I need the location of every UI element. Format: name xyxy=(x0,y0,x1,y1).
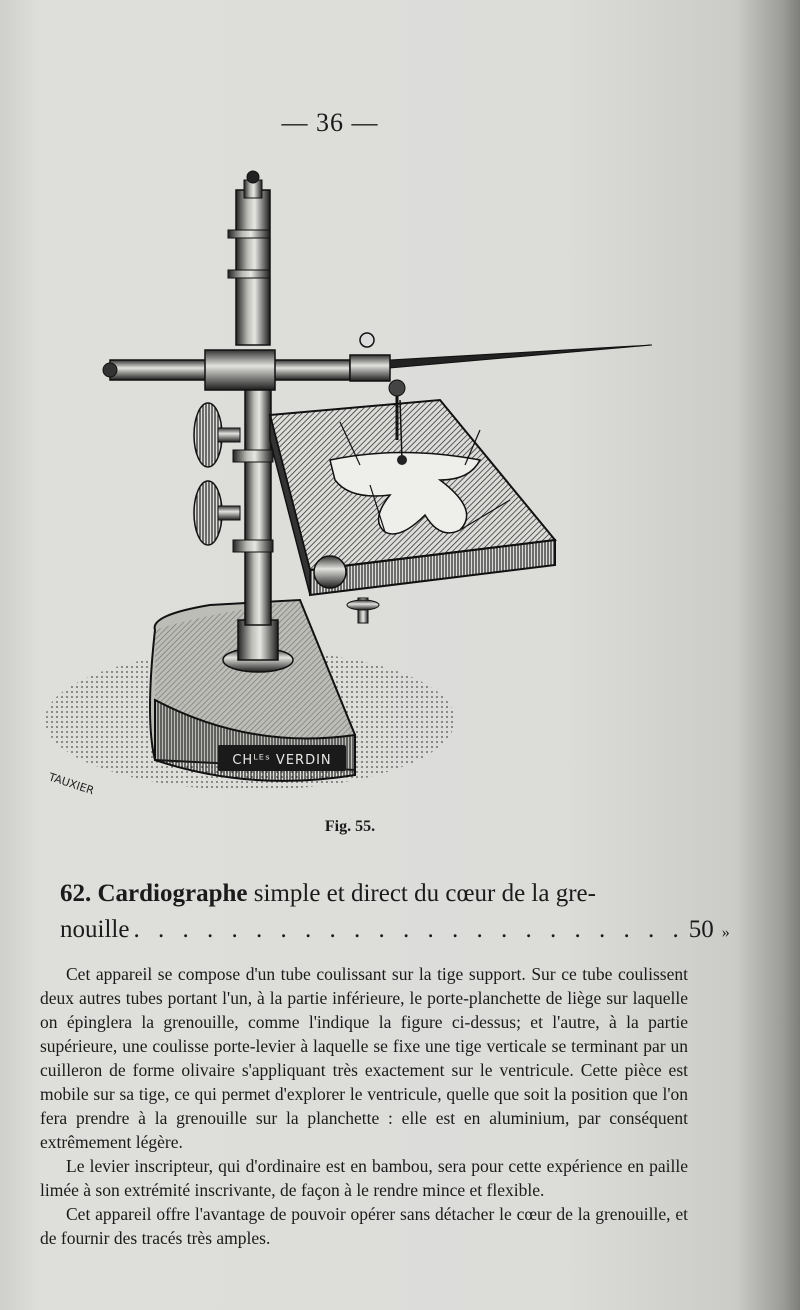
price-suffix: » xyxy=(721,924,730,941)
entry-title-bold: Cardiographe xyxy=(97,880,248,907)
leader-dots: . . . . . . . . . . . . . . . . . . . . . . . xyxy=(133,916,685,943)
description-text xyxy=(40,962,688,1250)
entry-title-rest: simple et direct du cœur de la gre- xyxy=(247,880,596,907)
maker-plate: CHᴸᴱˢ VERDIN xyxy=(232,753,332,768)
catalogue-entry xyxy=(60,876,730,951)
engraver-signature: TAUXIER xyxy=(47,770,96,798)
figure-caption: Fig. 55. xyxy=(324,818,376,835)
entry-title-line-1 xyxy=(60,876,680,912)
adjustment-knobs xyxy=(194,403,240,545)
entry-price: 50 xyxy=(688,916,714,943)
entry-title-line2: nouille xyxy=(60,916,130,943)
cardiograph-illustration xyxy=(40,160,680,810)
paragraph: Cet appareil se compose d'un tube coulissant sur la tige support. Sur ce tube coulissent deux autres tubes portant l'un, à la partie inférieure, le porte-planchette de liège sur laquelle on épinglera la grenouille, comme l'indique la figure ci-dessus; et l'autre, à la partie supérieure, une coulisse porte-levier à laquelle se fixe une tige verticale se terminant par un cuilleron de forme olivaire s'appliquant très exactement sur le ventricule. Cette pièce est mobile sur sa tige, ce qui permet d'explorer le ventricule, quelle que soit la position que l'on fera prendre à la grenouille sur la planchette : elle est en aluminium, par conséquent extrêmement légère. xyxy=(40,964,688,1152)
entry-title-line-2 xyxy=(60,912,730,951)
page-number: — 36 — xyxy=(281,108,379,137)
paragraph: Cet appareil offre l'avantage de pouvoir opérer sans détacher le cœur de la grenouille, et de fournir des tracés très amples. xyxy=(40,1204,688,1248)
paragraph: Le levier inscripteur, qui d'ordinaire est en bambou, sera pour cette expérience en paille limée à son extrémité inscrivante, de façon à le rendre mince et flexible. xyxy=(40,1156,688,1200)
entry-number: 62. xyxy=(60,880,92,907)
support-column xyxy=(228,171,273,625)
